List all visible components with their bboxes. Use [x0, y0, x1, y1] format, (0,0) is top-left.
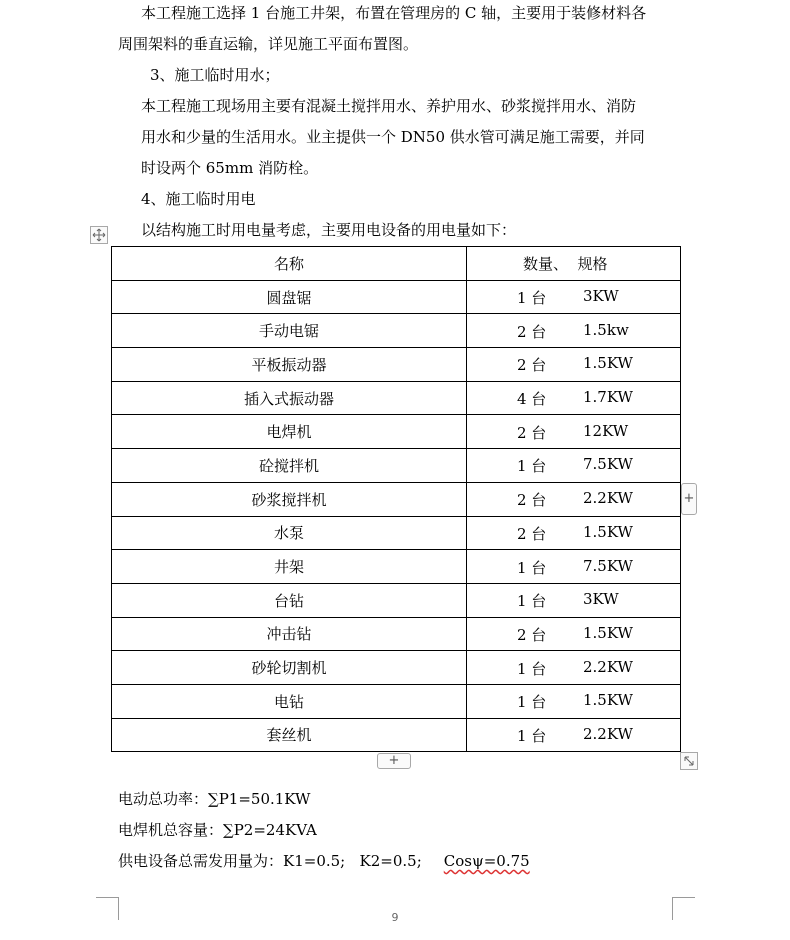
equipment-quantity: 2 台 [517, 322, 547, 341]
equipment-power: 1.5KW [583, 522, 633, 541]
equipment-power: 1.5KW [583, 691, 633, 710]
equipment-name-cell[interactable]: 插入式振动器 [112, 381, 467, 415]
equipment-spec-cell[interactable] [467, 449, 681, 483]
equipment-quantity: 2 台 [517, 625, 547, 644]
equipment-name-cell[interactable]: 电钻 [112, 684, 467, 718]
equipment-spec-cell[interactable] [467, 550, 681, 584]
equipment-quantity: 1 台 [517, 457, 547, 476]
section-heading: 3、施工临时用水； [150, 66, 280, 84]
equipment-spec-cell[interactable] [467, 348, 681, 382]
equipment-power: 3KW [583, 287, 619, 306]
equipment-name-cell[interactable]: 冲击钻 [112, 617, 467, 651]
table-row [112, 617, 681, 651]
equipment-power: 1.5kw [583, 320, 629, 339]
body-paragraph: 时设两个 65mm 消防栓。 [141, 159, 319, 177]
move-icon [92, 228, 106, 242]
equipment-name-cell[interactable]: 圆盘锯 [112, 280, 467, 314]
equipment-name-cell[interactable]: 台钻 [112, 583, 467, 617]
table-resize-handle[interactable] [680, 752, 698, 770]
equipment-power: 7.5KW [583, 455, 633, 474]
demand-line [118, 851, 530, 871]
equipment-power: 12KW [583, 421, 629, 440]
equipment-spec-cell[interactable] [467, 684, 681, 718]
equipment-name-cell[interactable]: 电焊机 [112, 415, 467, 449]
equipment-spec-cell[interactable] [467, 482, 681, 516]
equipment-power: 1.5KW [583, 354, 633, 373]
equipment-name-cell[interactable]: 套丝机 [112, 718, 467, 752]
welder-capacity-line: 电焊机总容量：∑P2=24KVA [118, 821, 317, 839]
equipment-power: 1.7KW [583, 388, 633, 407]
table-row [112, 482, 681, 516]
equipment-name-cell[interactable]: 砂轮切割机 [112, 651, 467, 685]
table-row [112, 718, 681, 752]
body-paragraph: 本工程施工现场用主要有混凝土搅拌用水、养护用水、砂浆搅拌用水、消防 [141, 97, 637, 115]
equipment-name-cell[interactable]: 砼搅拌机 [112, 449, 467, 483]
body-paragraph: 用水和少量的生活用水。业主提供一个 DN50 供水管可满足施工需要，并同 [141, 128, 645, 146]
equipment-quantity: 1 台 [517, 693, 547, 712]
equipment-spec-cell[interactable] [467, 718, 681, 752]
equipment-quantity: 2 台 [517, 423, 547, 442]
equipment-quantity: 2 台 [517, 524, 547, 543]
body-paragraph: 周围架料的垂直运输，详见施工平面布置图。 [118, 35, 419, 53]
table-row [112, 550, 681, 584]
equipment-table [111, 246, 681, 752]
table-row [112, 381, 681, 415]
table-row [112, 449, 681, 483]
equipment-quantity: 2 台 [517, 356, 547, 375]
equipment-spec-cell[interactable] [467, 314, 681, 348]
table-row [112, 348, 681, 382]
equipment-name-cell[interactable]: 水泵 [112, 516, 467, 550]
equipment-power: 3KW [583, 590, 619, 609]
table-row [112, 415, 681, 449]
equipment-power: 2.2KW [583, 724, 633, 743]
equipment-quantity: 1 台 [517, 726, 547, 745]
equipment-spec-cell[interactable] [467, 516, 681, 550]
equipment-power: 1.5KW [583, 623, 633, 642]
table-row [112, 583, 681, 617]
equipment-quantity: 1 台 [517, 592, 547, 611]
equipment-spec-cell[interactable] [467, 617, 681, 651]
table-row [112, 280, 681, 314]
equipment-quantity: 1 台 [517, 558, 547, 577]
page-number: 9 [391, 911, 399, 924]
equipment-power: 2.2KW [583, 489, 633, 508]
equipment-spec-cell[interactable] [467, 381, 681, 415]
add-row-button[interactable]: + [377, 753, 411, 769]
page-corner-mark-left [96, 897, 119, 920]
equipment-quantity: 2 台 [517, 491, 547, 510]
equipment-name-cell[interactable]: 手动电锯 [112, 314, 467, 348]
body-paragraph: 以结构施工时用电量考虑，主要用电设备的用电量如下： [141, 221, 517, 239]
equipment-spec-cell[interactable] [467, 280, 681, 314]
equipment-spec-cell[interactable] [467, 583, 681, 617]
section-heading: 4、施工临时用电 [141, 190, 256, 208]
equipment-quantity: 4 台 [517, 390, 547, 409]
header-name[interactable]: 名称 [112, 247, 467, 281]
total-power-line: 电动总功率：∑P1=50.1KW [118, 790, 311, 808]
equipment-name-cell[interactable]: 井架 [112, 550, 467, 584]
table-header-row [112, 247, 681, 281]
table-row [112, 651, 681, 685]
equipment-quantity: 1 台 [517, 659, 547, 678]
table-row [112, 684, 681, 718]
table-row [112, 314, 681, 348]
body-paragraph: 本工程施工选择 1 台施工井架，布置在管理房的 C 轴，主要用于装修材料各 [141, 4, 647, 22]
equipment-quantity: 1 台 [517, 289, 547, 308]
add-column-button[interactable]: + [681, 483, 697, 515]
equipment-name-cell[interactable]: 砂浆搅拌机 [112, 482, 467, 516]
resize-icon [682, 754, 696, 768]
page-corner-mark-right [672, 897, 695, 920]
equipment-spec-cell[interactable] [467, 415, 681, 449]
table-move-handle[interactable] [90, 226, 108, 244]
equipment-name-cell[interactable]: 平板振动器 [112, 348, 467, 382]
equipment-power: 2.2KW [583, 657, 633, 676]
header-spec[interactable] [467, 247, 681, 281]
table-row [112, 516, 681, 550]
equipment-power: 7.5KW [583, 556, 633, 575]
demand-coefficients: 供电设备总需发用量为：K1=0.5; K2=0.5; [118, 852, 422, 870]
equipment-spec-cell[interactable] [467, 651, 681, 685]
header-spec-label: 数量、 规格 [523, 255, 608, 274]
cos-phi-value: Cosψ=0.75 [443, 852, 530, 870]
